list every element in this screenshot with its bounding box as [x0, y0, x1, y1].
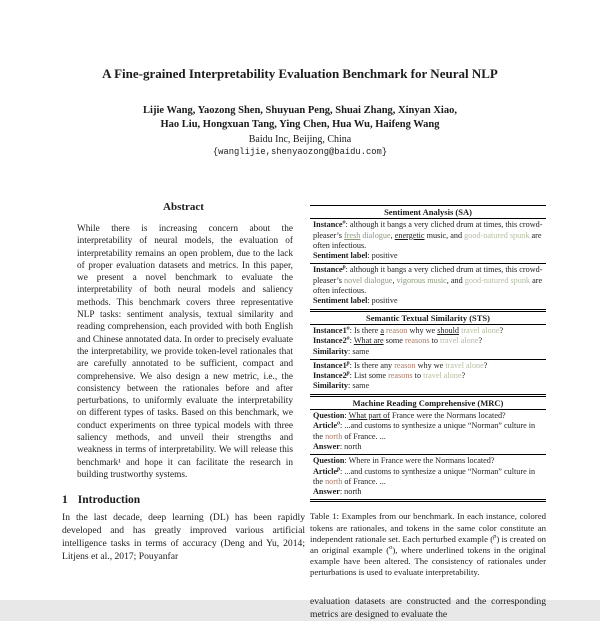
contact-email: {wanglijie,shenyaozong@baidu.com} [212, 147, 388, 157]
text-segment: a [380, 325, 384, 335]
text-segment: Instance2 [313, 336, 347, 346]
text-segment: : [344, 411, 349, 421]
text-segment: p [346, 360, 350, 367]
text-segment: Instance [313, 265, 343, 275]
table-paragraph [313, 296, 543, 306]
text-segment: : north [339, 441, 362, 451]
text-segment: are often infectious. [313, 275, 543, 296]
text-segment: Similarity [313, 346, 349, 356]
text-segment: France were the Normans located? [389, 411, 506, 421]
table-section-title: Machine Reading Comprehensive (MRC) [310, 397, 546, 410]
text-segment: reason [394, 360, 416, 370]
right-column [310, 205, 546, 620]
table-section [310, 206, 546, 309]
table-section-title: Semantic Textual Similarity (STS) [310, 312, 546, 325]
text-segment: , [392, 275, 397, 285]
text-segment: What part of [348, 411, 390, 421]
text-segment: to [429, 336, 441, 346]
table-example-block [310, 454, 546, 499]
text-segment: ? [461, 371, 466, 381]
text-segment: music, and [424, 230, 465, 240]
table-example-block [310, 325, 546, 359]
text-segment: novel dialogue [344, 275, 393, 285]
affiliation: Baidu Inc, Beijing, China [248, 134, 352, 145]
table-paragraph [313, 265, 543, 296]
table-paragraph [313, 487, 543, 497]
author-list [30, 104, 570, 132]
text-segment: : ...and customs to synthesize a unique “Norman” culture in the [313, 466, 536, 486]
text-segment: o [346, 325, 350, 332]
text-segment: should [437, 325, 460, 335]
text-segment: : same [348, 381, 370, 391]
text-segment: p [493, 532, 497, 540]
text-segment: o [337, 420, 341, 427]
table-example-block [310, 410, 546, 454]
text-segment: are often infectious. [313, 230, 542, 250]
table-section [310, 309, 546, 394]
table-paragraph [313, 336, 543, 346]
text-segment: o [346, 335, 350, 342]
text-segment: why we [407, 325, 438, 335]
text-segment: ? [478, 336, 483, 346]
left-column [62, 201, 305, 563]
table-paragraph [313, 381, 543, 391]
text-segment: energetic [394, 230, 425, 240]
text-segment: : [349, 336, 354, 346]
text-segment: north [325, 431, 343, 441]
text-segment: : ...and customs to synthesize a unique “Norman” culture in the [313, 421, 536, 441]
text-segment: ? [499, 325, 504, 335]
introduction-heading [62, 494, 305, 506]
text-segment: p [342, 264, 346, 271]
table-example-block [310, 219, 546, 263]
table1-caption [310, 511, 546, 578]
text-segment: fresh [344, 230, 361, 240]
text-segment: travel alone [423, 371, 462, 381]
text-segment: : positive [367, 251, 398, 261]
table-example-block [310, 263, 546, 308]
table-paragraph [313, 467, 543, 488]
section-number: 1 [62, 494, 68, 507]
text-segment: travel alone [440, 336, 479, 346]
text-segment: dialogue [360, 230, 391, 240]
text-segment: ), where underlined tokens in the original example have been altered. The consistency of rationales under perturbations is used to evaluate interpretability. [310, 545, 546, 578]
text-segment: Question [313, 456, 345, 466]
right-body-paragraph: evaluation datasets are constructed and the corresponding metrics are designed to evaluate the [310, 595, 546, 620]
text-segment: : same [348, 346, 370, 356]
abstract-text: While there is increasing concern about the interpretability of neural models, the evaluation of interpretability remains an open problem, due to the lack of proper evaluation datasets and metrics. In this paper, we present a novel benchmark to evaluate the interpretability of both neural models and saliency methods. This benchmark covers three representative NLP tasks: sentiment analysis, textual similarity and reading comprehension, each provided with both English and Chinese annotated data. In order to precisely evaluate the interpretability, we provide token-level rationales that are carefully annotated to be sufficient, compact and comprehensive. We also design a new metric, i.e., the consistency between the rationales before and after perturbations, to uniformly evaluate the interpretability on different types of tasks. Based on this benchmark, we conduct experiments on three typical models with three saliency methods, and unveil their strengths and weakness in terms of interpretability. We will release this benchmark¹ and hope it can facilitate the research in building trustworthy systems. [77, 224, 293, 480]
section-title: Introduction [77, 494, 141, 507]
text-segment: Answer [313, 487, 340, 497]
introduction-paragraph: In the last decade, deep learning (DL) has been rapidly developed and has greatly improved various artificial intelligence tasks in terms of accuracy (Deng and Yu, 2014; Litjens et al., 2017; Pouyanfar [62, 512, 305, 563]
table-paragraph [313, 371, 543, 381]
abstract-heading: Abstract [163, 201, 204, 213]
text-segment: vigorous music [396, 275, 447, 285]
paper-title: A Fine-grained Interpretability Evaluation Benchmark for Neural NLP [102, 66, 498, 81]
text-segment: Question [313, 411, 345, 421]
text-segment: , [390, 230, 395, 240]
text-segment: : Where in France were the Normans located? [344, 456, 495, 466]
text-segment: o [389, 544, 393, 552]
table-paragraph [313, 411, 543, 421]
text-segment: Similarity [313, 381, 349, 391]
text-segment: p [346, 370, 350, 377]
text-segment: of France. ... [342, 476, 386, 486]
text-segment: Sentiment label [313, 251, 368, 261]
text-segment: reason [386, 325, 408, 335]
author-line-1: Lijie Wang, Yaozong Shen, Shuyuan Peng, Shuai Zhang, Xinyan Xiao, [143, 105, 457, 116]
text-segment: Instance1 [313, 325, 347, 335]
text-segment: : north [339, 487, 362, 497]
text-segment: reasons [388, 371, 413, 381]
table-section [310, 394, 546, 500]
text-segment: Table 1: Examples from our benchmark. In each instance, colored tokens are rationales, and tokens in the same color constitute an independent rationale set. Each perturbed example ( [310, 511, 546, 544]
text-segment: some [383, 336, 405, 346]
text-segment: north [325, 476, 343, 486]
text-segment: Instance [313, 220, 343, 230]
table-paragraph [313, 456, 543, 466]
text-segment: ? [483, 360, 488, 370]
text-segment: p [337, 465, 341, 472]
text-segment: travel alone [445, 360, 484, 370]
table1-box [310, 205, 546, 502]
table-paragraph [313, 421, 543, 442]
text-segment: reasons [404, 336, 430, 346]
text-segment: o [342, 219, 346, 226]
text-segment: Article [313, 466, 338, 476]
text-segment: Article [313, 421, 338, 431]
text-segment: good-natured spunk [464, 230, 530, 240]
text-segment: of France. ... [342, 431, 386, 441]
text-segment: good-natured spunk [464, 275, 531, 285]
text-segment: Instance1 [313, 360, 347, 370]
text-segment: why we [415, 360, 446, 370]
text-segment: Sentiment label [313, 296, 368, 306]
table-paragraph [313, 251, 543, 261]
text-segment: travel alone [461, 325, 500, 335]
table-section-title: Sentiment Analysis (SA) [310, 206, 546, 219]
text-segment: ) is created on an original example ( [310, 533, 546, 556]
text-segment: : Is there any [349, 360, 395, 370]
text-segment: : List some [349, 371, 389, 381]
text-segment: Answer [313, 441, 340, 451]
text-segment: : Is there [349, 325, 381, 335]
text-segment: to [412, 371, 424, 381]
text-segment: What are [353, 336, 384, 346]
text-segment: : although it bangs a very cliched drum at times, this crowd-pleaser’s [313, 220, 543, 240]
table-paragraph [313, 347, 543, 357]
author-line-2: Hao Liu, Hongxuan Tang, Ying Chen, Hua Wu, Haifeng Wang [160, 119, 440, 130]
text-segment: : although it bangs a very cliched drum at times, this crowd-pleaser’s [313, 265, 543, 285]
text-segment: , and [446, 275, 465, 285]
table-paragraph [313, 220, 543, 251]
table-paragraph [313, 442, 543, 452]
text-segment: Instance2 [313, 371, 347, 381]
text-segment: : positive [367, 296, 398, 306]
table-example-block [310, 359, 546, 394]
